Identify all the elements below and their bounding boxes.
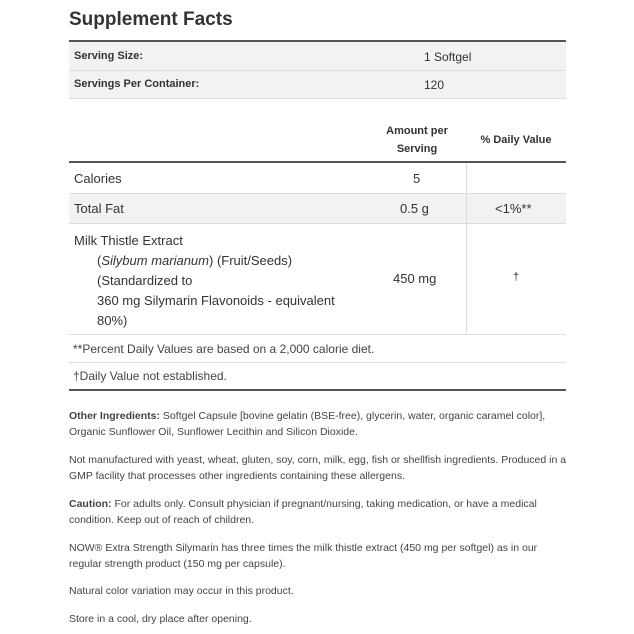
latin-name: Silybum marianum bbox=[101, 253, 209, 268]
serving-size-row bbox=[69, 42, 566, 70]
caution-label: Caution: bbox=[69, 498, 112, 510]
nutrient-name: Calories bbox=[74, 171, 122, 186]
nutrient-amount: 0.5 g bbox=[400, 201, 429, 216]
page-title: Supplement Facts bbox=[69, 9, 233, 30]
column-divider bbox=[466, 163, 467, 334]
footnote: **Percent Daily Values are based on a 2,000 calorie diet. bbox=[73, 342, 375, 356]
serving-size-value: 1 Softgel bbox=[424, 50, 472, 64]
allergen-statement: Not manufactured with yeast, wheat, gluten, soy, corn, milk, egg, fish or shellfish ingredients. Produced in a GMP facility that processes other ingredients containing these allergens. bbox=[69, 454, 567, 482]
daily-value-header: % Daily Value bbox=[480, 134, 552, 146]
amount-per-serving-header bbox=[372, 122, 462, 158]
amount-header-line1: Amount per bbox=[386, 125, 448, 137]
ingredient-amount: 450 mg bbox=[393, 271, 437, 286]
bottom-rule bbox=[69, 389, 566, 391]
servings-per-container-row bbox=[69, 71, 566, 98]
caution-statement bbox=[69, 496, 569, 528]
nutrient-row bbox=[69, 194, 566, 223]
servings-per-container-label: Servings Per Container: bbox=[74, 78, 200, 90]
ingredient-line bbox=[74, 251, 394, 271]
nutrient-name: Total Fat bbox=[74, 201, 124, 216]
serving-size-label: Serving Size: bbox=[74, 50, 144, 62]
ingredient-line: (Standardized to bbox=[97, 273, 193, 288]
nutrient-row bbox=[69, 163, 566, 193]
ingredient-line: 80%) bbox=[97, 313, 128, 328]
divider bbox=[69, 334, 566, 335]
ingredient-daily-value: † bbox=[513, 271, 520, 283]
other-ingredients-label: Other Ingredients: bbox=[69, 410, 161, 422]
ingredient-line: 360 mg Silymarin Flavonoids - equivalent bbox=[97, 293, 335, 308]
other-ingredients bbox=[69, 408, 569, 440]
nutrient-amount: 5 bbox=[413, 171, 421, 186]
color-variation-note: Natural color variation may occur in this product. bbox=[69, 585, 294, 597]
strength-statement: NOW® Extra Strength Silymarin has three times the milk thistle extract (450 mg per softgel) as in our regular strength product (150 mg per capsule). bbox=[69, 542, 538, 570]
other-ingredients-text: Softgel Capsule [bovine gelatin (BSE-free), glycerin, water, organic caramel color], Organic Sunflower Oil, Sunflower Lecithin and Silicon Dioxide. bbox=[69, 410, 546, 438]
amount-header-line2: Serving bbox=[396, 143, 438, 155]
servings-per-container-value: 120 bbox=[424, 78, 445, 92]
ingredient-name bbox=[74, 231, 394, 331]
ingredient-row bbox=[69, 224, 566, 334]
paren-text: ( bbox=[97, 253, 102, 268]
storage-note: Store in a cool, dry place after opening. bbox=[69, 613, 252, 625]
caution-text: For adults only. Consult physician if pregnant/nursing, taking medication, or have a medical condition. Keep out of reach of children. bbox=[69, 498, 537, 526]
divider bbox=[69, 98, 566, 99]
nutrient-daily-value: <1%** bbox=[495, 201, 532, 216]
ingredient-line: Milk Thistle Extract bbox=[74, 233, 183, 248]
footnote: †Daily Value not established. bbox=[73, 369, 227, 383]
ingredient-part-text: ) (Fruit/Seeds) bbox=[209, 253, 293, 268]
divider bbox=[69, 362, 566, 363]
